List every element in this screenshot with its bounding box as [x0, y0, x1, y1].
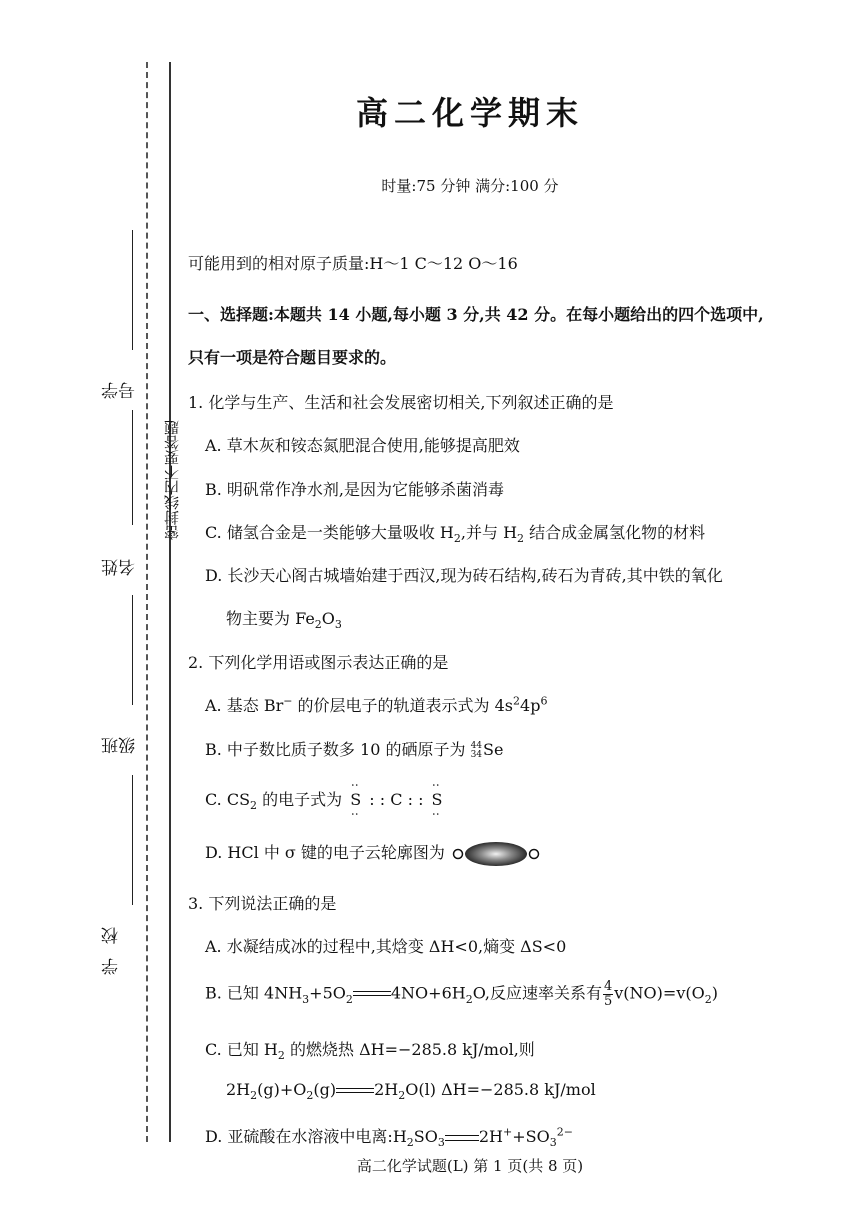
- electron-dot-c: C: [390, 790, 403, 809]
- field-name-blank[interactable]: [132, 410, 133, 525]
- q1-option-c: C. 储氢合金是一类能够大量吸收 $H_2$,并与 $H_2$ 结合成金属氢化物的材料: [205, 523, 706, 546]
- q1-stem: 1. 化学与生产、生活和社会发展密切相关,下列叙述正确的是: [188, 393, 614, 412]
- field-school-blank[interactable]: [132, 775, 133, 905]
- reversible-arrow: [445, 1133, 479, 1143]
- q3-option-c-line1: C. 已知 $H_2$ 的燃烧热 ΔH=−285.8 kJ/mol,则: [205, 1040, 535, 1063]
- field-class-blank[interactable]: [132, 595, 133, 705]
- time-score-line: 时量:75 分钟 满分:100 分: [381, 177, 559, 195]
- field-name: [100, 410, 148, 590]
- field-name-label: 姓名: [102, 545, 139, 577]
- q3-stem: 3. 下列说法正确的是: [188, 894, 337, 913]
- page-footer: 高二化学试题(L) 第 1 页(共 8 页): [356, 1157, 584, 1175]
- nuclide-notation: 44 34: [470, 740, 483, 760]
- q1-option-d-line1: D. 长沙天心阁古城墙始建于西汉,现为砖石结构,砖石为青砖,其中铁的氧化: [205, 566, 723, 585]
- q3-option-d: D. 亚硫酸在水溶液中电离$:H_2SO_3$ $2H^++SO_3^{2-}$: [205, 1125, 573, 1150]
- field-class-label: 班级: [102, 723, 139, 755]
- equation-arrow: [353, 989, 391, 999]
- q2-option-c: C. $CS_2$ 的电子式为 : S : : : C : : : S :: [205, 787, 446, 812]
- q3-option-b: B. 已知 $4NH_3+5O_2$ $4NO+6H_2O$,反应速率关系有 $\frac{4}{5}$ $v(NO)=v(O_2)$: [205, 979, 718, 1009]
- q3-option-a: A. 水凝结成冰的过程中,其焓变 ΔH<0,熵变 ΔS<0: [205, 937, 567, 956]
- binding-solid-line: [169, 62, 171, 1142]
- seal-notice: 密封线内不要答题: [163, 420, 181, 540]
- fraction: $\frac{4}{5}$: [603, 979, 613, 1009]
- atomic-mass-note: 可能用到的相对原子质量:H～1 C～12 O～16: [188, 254, 518, 273]
- q2-option-b: B. 中子数比质子数多 10 的硒原子为 44 34 Se: [205, 740, 504, 760]
- electron-dot-s1: : S :: [347, 790, 364, 809]
- section-heading-line1: 一、选择题:本题共 14 小题,每小题 3 分,共 42 分。在每小题给出的四个选项中,: [188, 305, 764, 324]
- field-school-label: 学校: [102, 913, 122, 975]
- q2-option-d: D. HCl 中 σ 键的电子云轮廓图为: [205, 840, 542, 867]
- q3-option-c-equation: $2H_2(g)+O_2(g)$ $2H_2O(l)$ ΔH=−285.8 kJ/mol: [226, 1080, 596, 1103]
- sigma-bond-cloud-icon: [452, 841, 542, 867]
- field-student-id-label: 学号: [102, 368, 139, 399]
- q2-option-a: A. 基态 Br− 的价层电子的轨道表示式为 $4s^24p^6$: [205, 694, 548, 715]
- electron-dot-s2: : S :: [429, 790, 446, 809]
- q1-option-b: B. 明矾常作净水剂,是因为它能够杀菌消毒: [205, 480, 505, 499]
- q1-option-d-line2: 物主要为 $Fe_2O_3$: [226, 609, 342, 632]
- equation-arrow: [336, 1086, 374, 1096]
- field-school: [100, 775, 148, 975]
- q2-stem: 2. 下列化学用语或图示表达正确的是: [188, 653, 449, 672]
- field-class: [100, 595, 148, 765]
- field-student-id-blank[interactable]: [132, 230, 133, 350]
- q1-option-a: A. 草木灰和铵态氮肥混合使用,能够提高肥效: [205, 436, 520, 455]
- section-heading-line2: 只有一项是符合题目要求的。: [188, 348, 397, 367]
- page-title: 高二化学期末: [355, 94, 584, 132]
- field-student-id: [100, 230, 148, 405]
